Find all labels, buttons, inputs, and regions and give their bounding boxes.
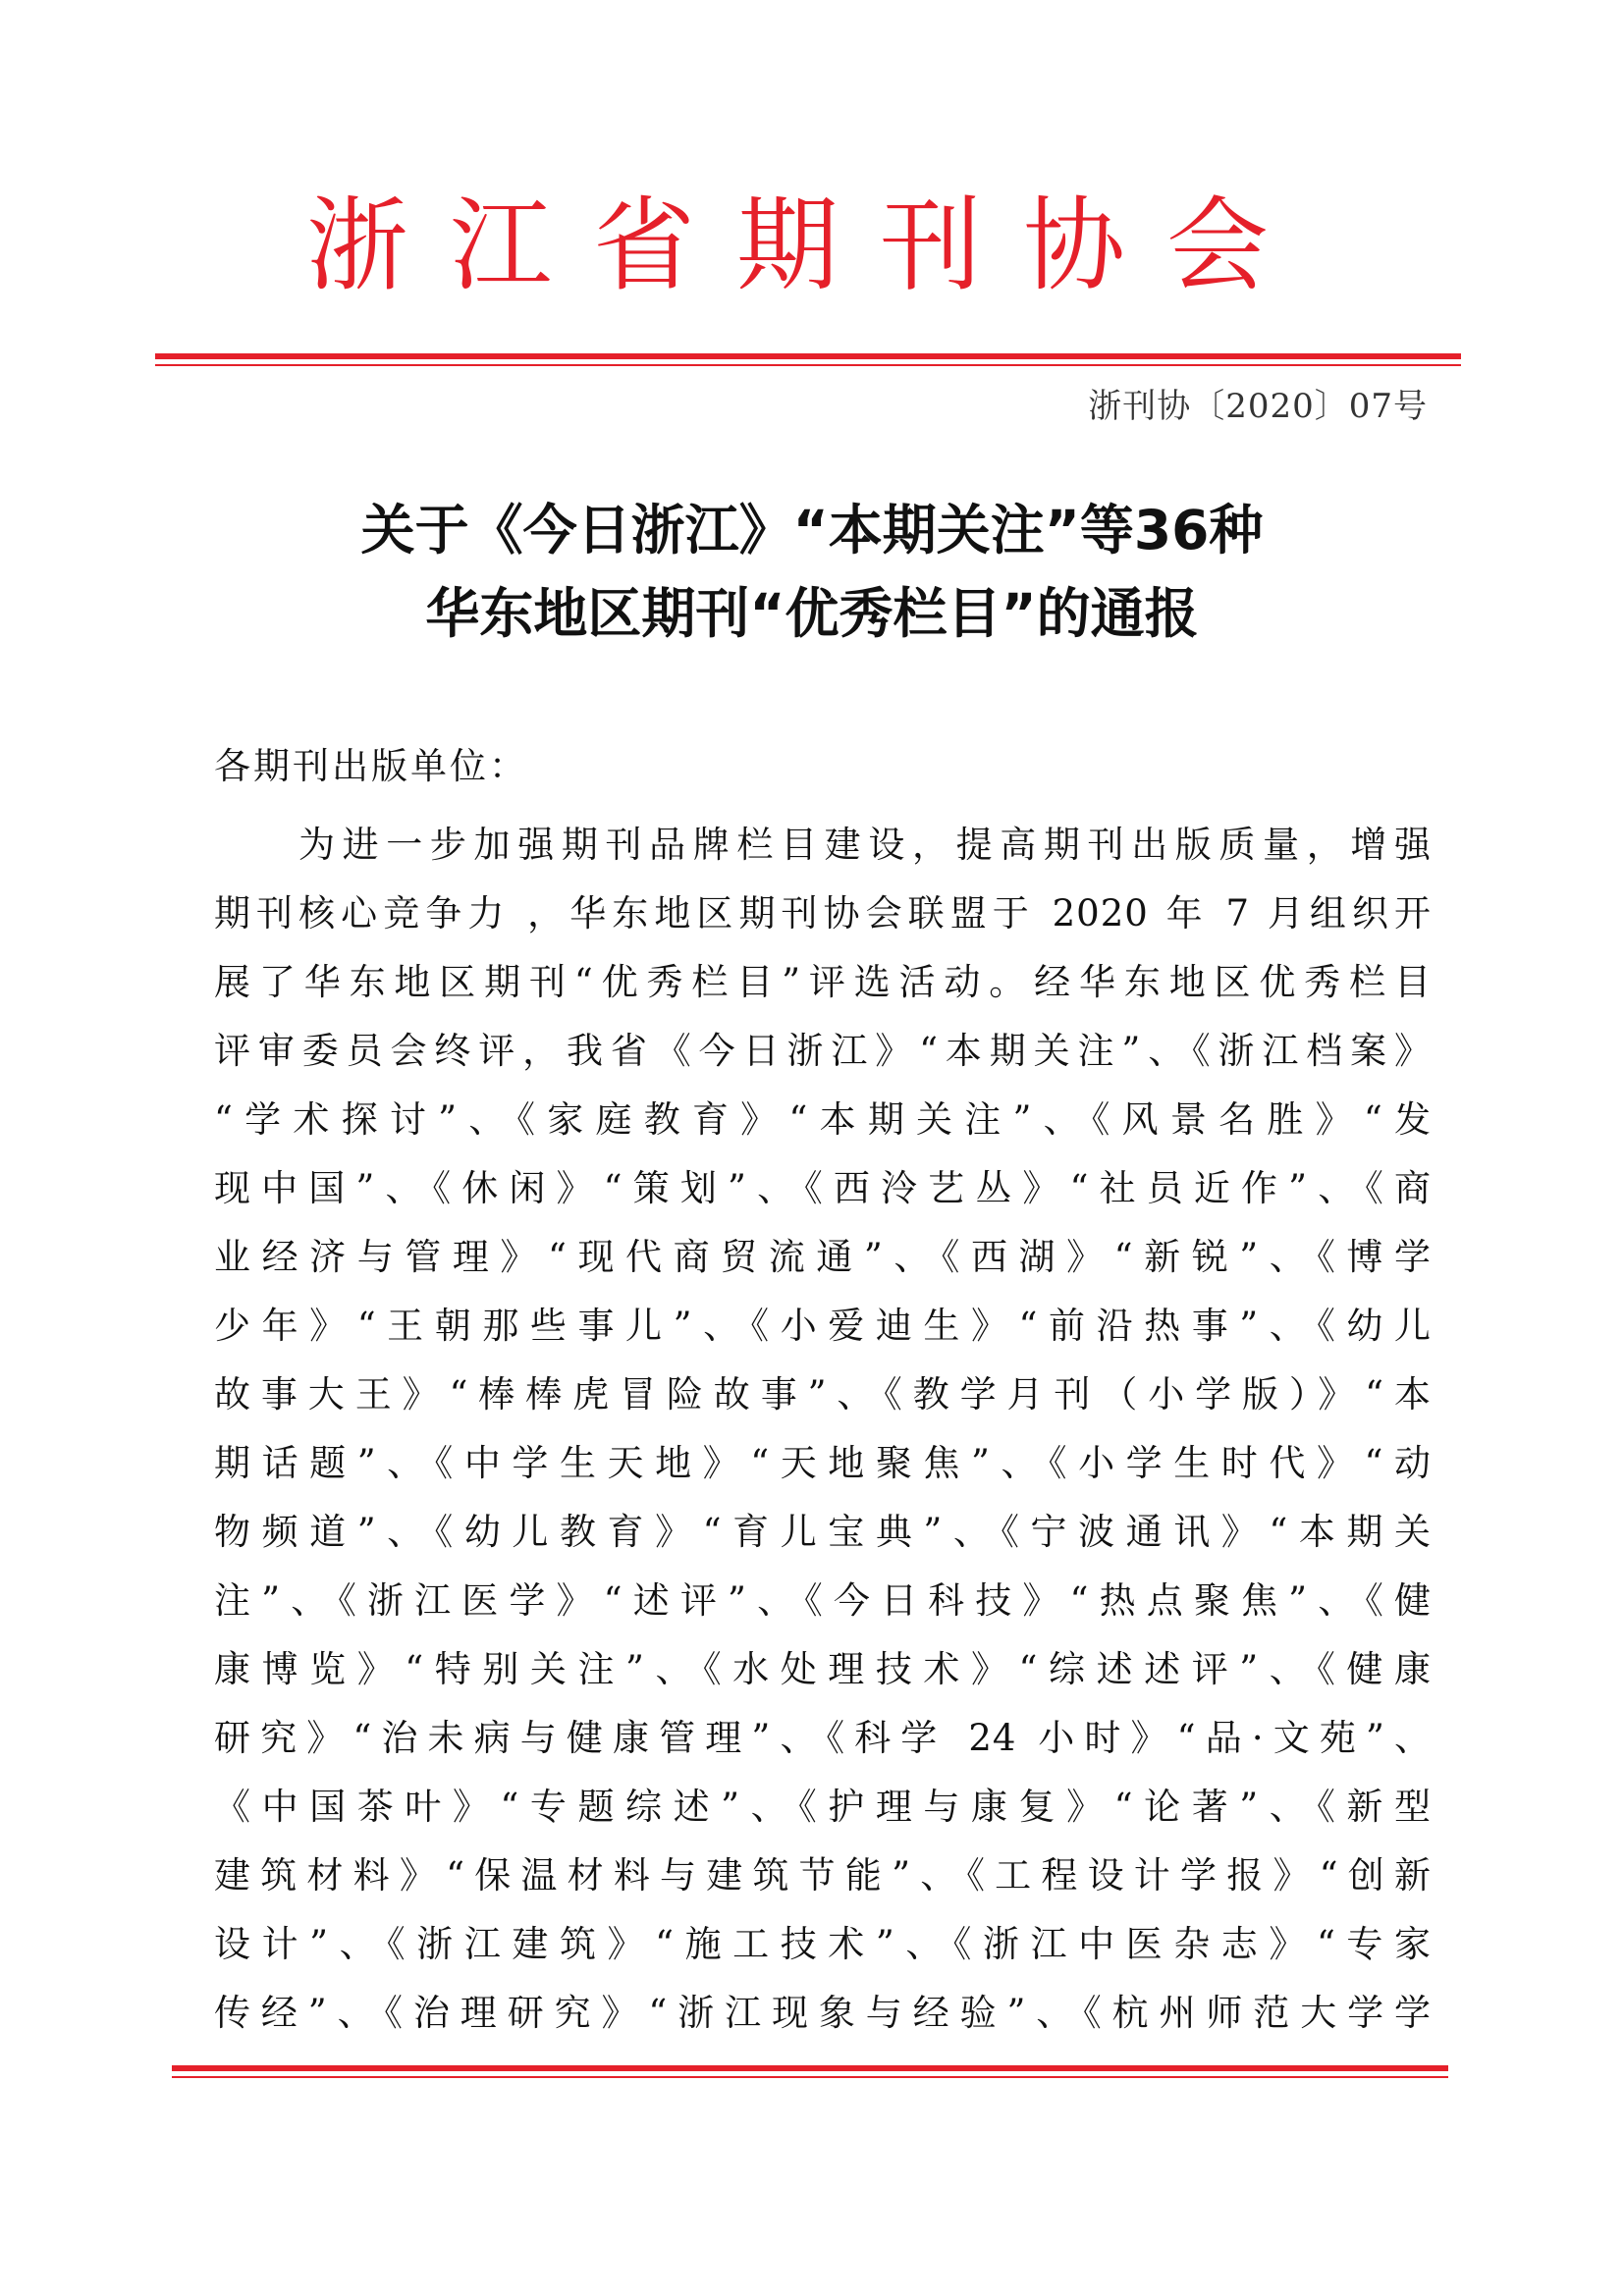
letterhead-org-name: 浙江省期刊协会 [305,186,1310,305]
header-red-rule-thin [155,364,1461,366]
document-title-line-2: 华东地区期刊“优秀栏目”的通报 [425,582,1199,645]
body-line: 展了华东地区期刊“优秀栏目”评选活动。经华东地区优秀栏目 [214,961,1432,1003]
body-line: 期刊核心竞争力 ，华东地区期刊协会联盟于 2020 年 7 月组织开 [214,892,1432,934]
body-line: 故事大王》“棒棒虎冒险故事”、《教学月刊（小学版）》“本 [214,1373,1432,1415]
body-line: 物频道”、《幼儿教育》“育儿宝典”、《宁波通讯》“本期关 [214,1511,1432,1553]
body-line: 少年》“王朝那些事儿”、《小爱迪生》“前沿热事”、《幼儿 [214,1305,1432,1347]
footer-red-rule-thick [172,2065,1448,2071]
body-text [214,811,1432,2048]
body-line: 建筑材料》“保温材料与建筑节能”、《工程设计学报》“创新 [214,1854,1432,1896]
salutation: 各期刊出版单位： [214,745,528,787]
footer-red-rule-thin [172,2076,1448,2078]
header-red-rule-thick [155,353,1461,359]
body-line: 设计”、《浙江建筑》“施工技术”、《浙江中医杂志》“专家 [214,1923,1432,1965]
document-number: 浙刊协〔2020〕07号 [1088,387,1428,426]
body-line: 评审委员会终评，我省《今日浙江》“本期关注”、《浙江档案》 [214,1030,1432,1072]
body-line: 为进一步加强期刊品牌栏目建设，提高期刊出版质量，增强 [298,824,1432,866]
body-line: 康博览》“特别关注”、《水处理技术》“综述述评”、《健康 [214,1648,1432,1690]
body-line: “学术探讨”、《家庭教育》“本期关注”、《风景名胜》“发 [214,1098,1432,1141]
body-line: 研究》“治未病与健康管理”、《科学 24 小时》“品·文苑”、 [214,1717,1432,1759]
body-line: 《中国茶叶》“专题综述”、《护理与康复》“论著”、《新型 [214,1786,1432,1828]
body-line: 传经”、《治理研究》“浙江现象与经验”、《杭州师范大学学 [214,1992,1432,2034]
body-line: 期话题”、《中学生天地》“天地聚焦”、《小学生时代》“动 [214,1442,1432,1484]
body-line: 注”、《浙江医学》“述评”、《今日科技》“热点聚焦”、《健 [214,1579,1432,1622]
document-title-line-1: 关于《今日浙江》“本期关注”等36种 [360,499,1264,561]
body-line: 现中国”、《休闲》“策划”、《西泠艺丛》“社员近作”、《商 [214,1167,1432,1209]
body-line: 业经济与管理》“现代商贸流通”、《西湖》“新锐”、《博学 [214,1236,1432,1278]
